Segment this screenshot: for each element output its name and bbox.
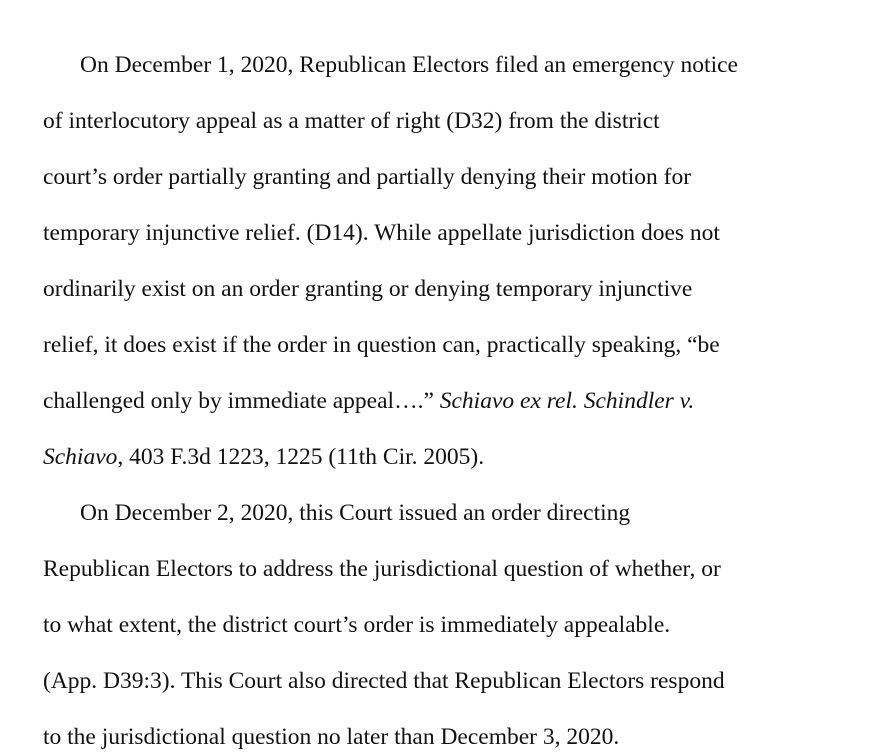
paragraph-2-line-4: (App. D39:3). This Court also directed that Republican Electors respond <box>43 668 725 694</box>
case-name-italic: Schiavo <box>43 444 118 470</box>
paragraph-2-line-5: to the jurisdictional question no later than December 3, 2020. <box>43 724 620 750</box>
paragraph-1-line-5: ordinarily exist on an order granting or denying temporary injunctive <box>43 276 693 302</box>
paragraph-1-line-7 <box>43 390 694 414</box>
paragraph-1-line-1: On December 1, 2020, Republican Electors filed an emergency notice <box>80 52 738 78</box>
case-citation-italic: Schiavo ex rel. Schindler v. <box>439 388 695 414</box>
paragraph-1-line-4: temporary injunctive relief. (D14). While appellate jurisdiction does not <box>43 220 720 246</box>
paragraph-1-line-6: relief, it does exist if the order in question can, practically speaking, “be <box>43 332 720 358</box>
paragraph-2-line-3: to what extent, the district court’s order is immediately appealable. <box>43 612 671 638</box>
paragraph-1-line-7-text: challenged only by immediate appeal….” <box>43 388 440 414</box>
paragraph-2-line-2: Republican Electors to address the jurisdictional question of whether, or <box>43 556 721 582</box>
paragraph-1-line-3: court’s order partially granting and partially denying their motion for <box>43 164 692 190</box>
paragraph-1-line-8 <box>43 446 484 470</box>
paragraph-1-line-8-text: , 403 F.3d 1223, 1225 (11th Cir. 2005). <box>117 444 485 470</box>
paragraph-2-line-1: On December 2, 2020, this Court issued an order directing <box>80 500 631 526</box>
paragraph-1-line-2: of interlocutory appeal as a matter of right (D32) from the district <box>43 108 660 134</box>
